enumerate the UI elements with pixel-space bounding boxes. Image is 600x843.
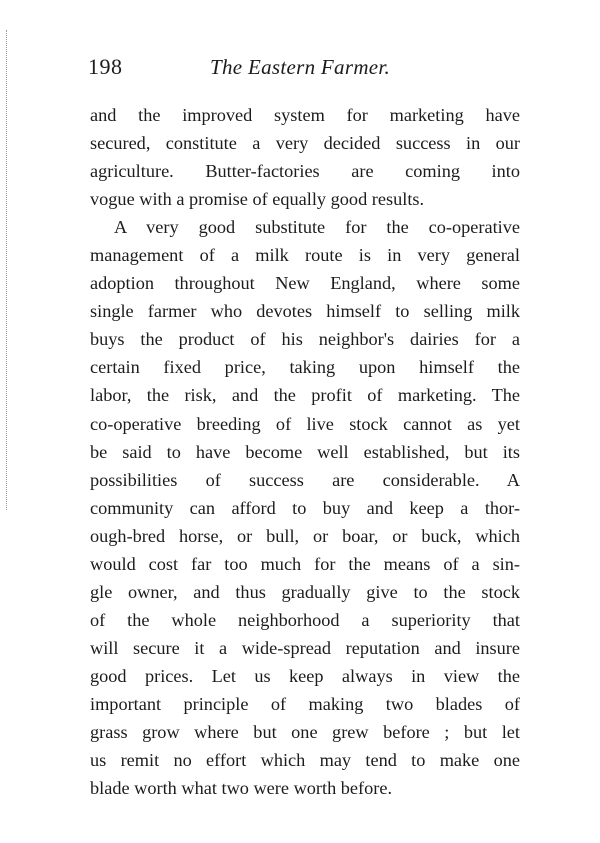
text-line: us remit no effort which may tend to make one [90, 750, 520, 771]
text-line: be said to have become well established, but its [90, 441, 520, 462]
text-line: certain fixed price, taking upon himself the [90, 357, 520, 378]
text-line: will secure it a wide-spread reputation and insure [90, 637, 520, 658]
text-line: buys the product of his neighbor's dairies for a [90, 329, 520, 350]
text-line: adoption throughout New England, where some [90, 273, 520, 294]
text-line: labor, the risk, and the profit of marketing. The [90, 385, 520, 406]
text-line: grass grow where but one grew before ; but let [90, 722, 520, 743]
page-number: 198 [88, 54, 123, 79]
text-line: blade worth what two were worth before. [90, 778, 393, 799]
running-title: The Eastern Farmer. [210, 55, 391, 79]
text-line: agriculture. Butter-factories are coming into [90, 161, 520, 182]
page-edge-divider [6, 30, 8, 510]
text-line: gle owner, and thus gradually give to the stock [90, 581, 520, 602]
text-line: and the improved system for marketing have [90, 105, 520, 125]
text-line: community can afford to buy and keep a thor- [90, 497, 520, 518]
text-line: secured, constitute a very decided success in our [90, 133, 520, 154]
text-line: A very good substitute for the co-operative [114, 217, 520, 238]
text-line: vogue with a promise of equally good results. [90, 189, 425, 210]
text-line: good prices. Let us keep always in view the [90, 665, 520, 686]
text-line: single farmer who devotes himself to selling milk [90, 301, 520, 322]
text-line: would cost far too much for the means of a sin- [90, 553, 520, 574]
text-line: important principle of making two blades of [90, 693, 520, 714]
page-header [88, 52, 528, 82]
text-line: possibilities of success are considerable. A [90, 469, 520, 490]
text-line: management of a milk route is in very general [90, 245, 520, 266]
text-line: co-operative breeding of live stock cannot as yet [90, 413, 520, 434]
body-text [90, 101, 520, 802]
text-line: ough-bred horse, or bull, or boar, or buck, which [90, 525, 520, 546]
text-line: of the whole neighborhood a superiority that [90, 609, 520, 630]
